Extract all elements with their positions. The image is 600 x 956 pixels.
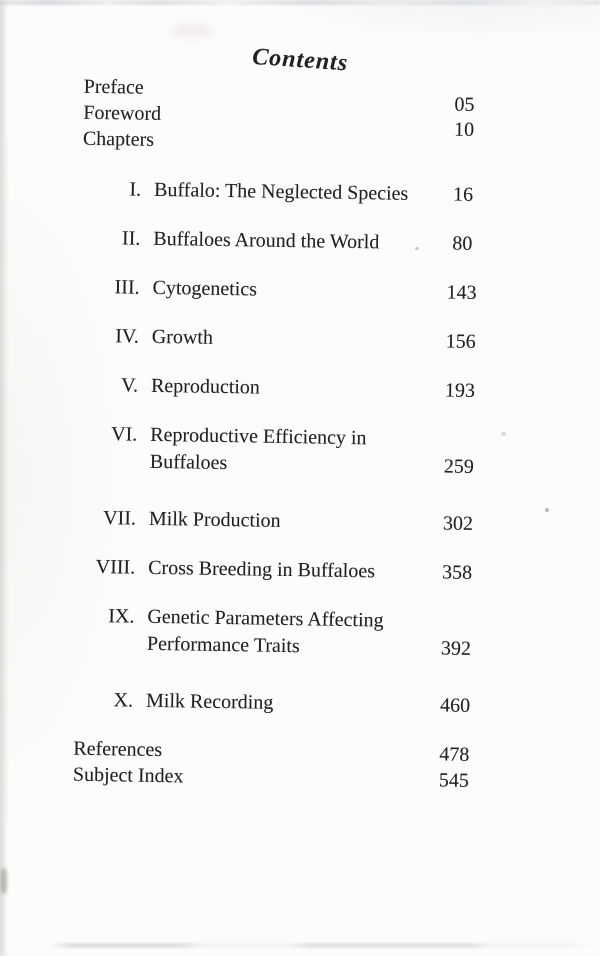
chapter-list — [0, 174, 598, 721]
chapter-title: Buffaloes Around the World — [153, 227, 380, 254]
chapter-numeral: I. — [129, 178, 142, 201]
chapter-title: Reproductive Efficiency in Buffaloes — [149, 423, 367, 475]
chapter-numeral: VII. — [103, 507, 137, 530]
chapter-page-number: 358 — [441, 561, 473, 584]
chapter-title: Cross Breeding in Buffaloes — [148, 556, 376, 583]
chapter-page-number: 392 — [440, 637, 472, 660]
chapter-numeral: VIII. — [95, 555, 136, 579]
toc-entry-9 — [0, 601, 592, 664]
back-matter-label: Subject Index — [72, 763, 184, 788]
chapter-page-number: 193 — [444, 379, 476, 402]
front-matter-page-numbers — [432, 79, 497, 143]
toc-entry-2 — [0, 223, 598, 259]
front-matter-item-foreword: Foreword — [83, 101, 162, 125]
chapter-numeral: III. — [114, 276, 140, 299]
toc-entry-7 — [0, 503, 593, 539]
chapter-numeral: IV. — [115, 325, 139, 348]
back-matter-page-number: 478 — [439, 743, 470, 766]
toc-entry-8 — [0, 552, 592, 588]
front-matter-page-number: 05 — [454, 93, 475, 116]
chapter-page-number: 460 — [439, 694, 471, 717]
toc-entry-6 — [0, 419, 594, 482]
front-matter-labels — [83, 74, 433, 157]
toc-entry-3 — [0, 272, 597, 308]
chapter-title: Reproduction — [150, 374, 261, 399]
chapter-title: Genetic Parameters Affecting Performance Traits — [146, 605, 384, 658]
chapter-numeral: X. — [113, 689, 134, 712]
chapter-page-number: 156 — [445, 330, 476, 353]
chapter-page-number: 16 — [452, 183, 474, 206]
chapter-numeral: IX. — [108, 605, 135, 628]
page-title: Contents — [251, 43, 349, 77]
chapter-title: Milk Production — [148, 507, 281, 532]
chapter-title: Growth — [151, 325, 214, 349]
chapter-numeral: II. — [121, 227, 141, 250]
back-matter — [0, 734, 589, 795]
toc-entry-4 — [0, 321, 596, 357]
chapter-title: Cytogenetics — [152, 276, 258, 301]
toc-entry-5 — [0, 370, 595, 406]
front-matter-item-chapters: Chapters — [82, 127, 155, 151]
chapter-page-number: 143 — [446, 281, 477, 304]
back-matter-label: References — [73, 737, 163, 762]
chapter-page-number: 80 — [452, 232, 473, 255]
front-matter — [0, 72, 600, 159]
chapter-numeral: V. — [121, 374, 139, 397]
chapter-page-number: 259 — [443, 455, 474, 478]
chapter-numeral: VI. — [110, 423, 138, 446]
chapter-title: Buffalo: The Neglected Species — [153, 178, 409, 205]
toc-entry-10 — [0, 685, 590, 721]
front-matter-item-preface: Preface — [83, 75, 144, 99]
toc-entry-1 — [0, 174, 598, 210]
chapter-title: Milk Recording — [145, 689, 274, 714]
chapter-page-number: 302 — [442, 512, 474, 535]
front-matter-page-number: 10 — [453, 118, 475, 141]
back-matter-page-number: 545 — [438, 769, 470, 792]
